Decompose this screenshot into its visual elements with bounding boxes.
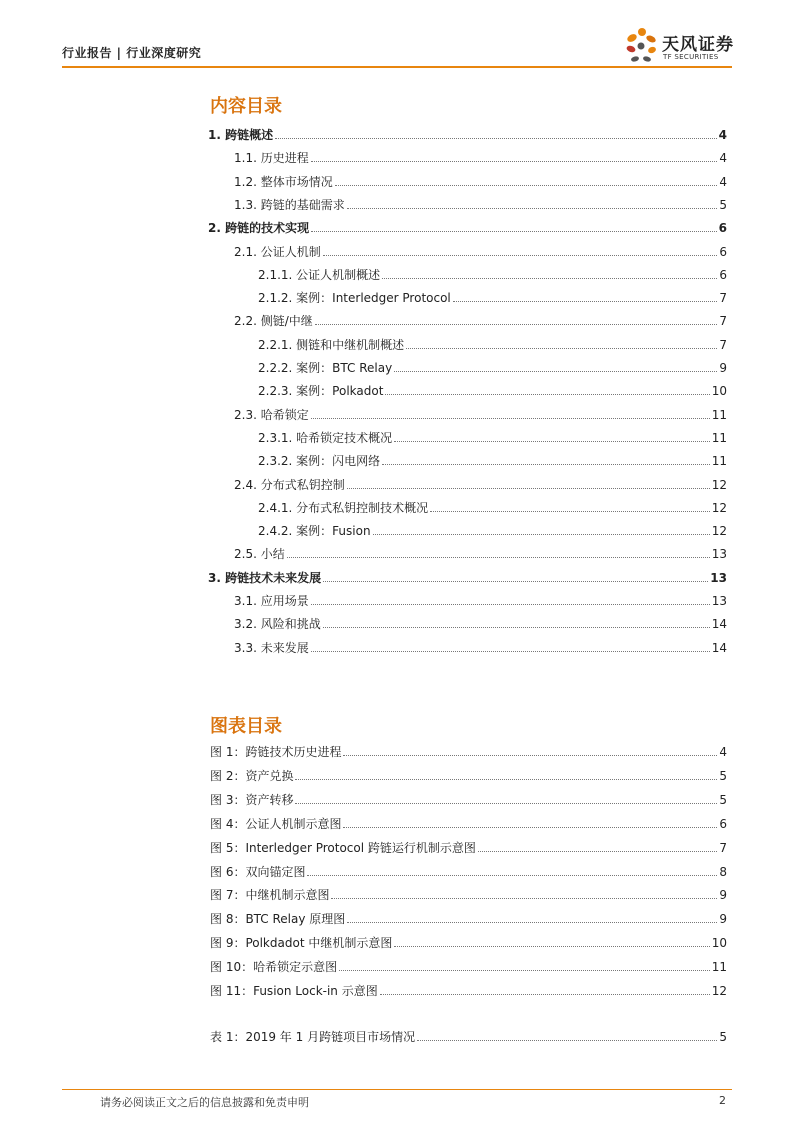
dot-leader — [453, 301, 717, 302]
toc-entry-page: 7 — [719, 337, 727, 352]
dot-leader — [406, 348, 717, 349]
toc-entry-label: 2.4. 分布式私钥控制 — [234, 477, 345, 492]
toc-entry[interactable] — [258, 495, 727, 515]
dot-leader — [295, 803, 717, 804]
footer-divider — [62, 1089, 732, 1090]
dot-leader — [417, 1040, 717, 1041]
toc-entry-page: 12 — [711, 500, 727, 515]
logo-subtitle: TF SECURITIES — [663, 53, 719, 61]
toc-entry[interactable] — [208, 565, 727, 585]
toc-entry[interactable] — [234, 611, 727, 631]
toc-entry-page: 13 — [710, 570, 727, 585]
figure-entry[interactable] — [210, 978, 727, 998]
figure-entry[interactable] — [210, 787, 727, 807]
dot-leader — [394, 946, 709, 947]
figure-entry[interactable] — [210, 835, 727, 855]
toc-entry-page: 10 — [711, 384, 727, 399]
toc-entry-page: 7 — [719, 291, 727, 306]
dot-leader — [311, 651, 710, 652]
figures-title: 图表目录 — [210, 716, 282, 737]
toc-entry-label: 2.1.1. 公证人机制概述 — [258, 267, 381, 282]
toc-entry[interactable] — [208, 215, 727, 235]
dot-leader — [335, 185, 717, 186]
figure-entry-label: 图 9：Polkdadot 中继机制示意图 — [210, 936, 393, 951]
toc-entry-label: 2.4.2. 案例：Fusion — [258, 524, 371, 539]
toc-entry[interactable] — [258, 425, 727, 445]
figure-entry[interactable] — [210, 859, 727, 879]
toc-entry-label: 1. 跨链概述 — [208, 128, 274, 142]
toc-entry-page: 7 — [719, 314, 727, 329]
page-number: 2 — [719, 1094, 726, 1107]
toc-entry-label: 2. 跨链的技术实现 — [208, 221, 310, 236]
toc-entry-label: 2.4.1. 分布式私钥控制技术概况 — [258, 500, 429, 515]
figure-entry-label: 图 11：Fusion Lock-in 示意图 — [210, 984, 378, 998]
toc-entry-label: 3.2. 风险和挑战 — [234, 617, 321, 632]
toc-entry-page: 13 — [711, 547, 727, 562]
toc-title: 内容目录 — [210, 96, 282, 117]
dot-leader — [380, 994, 710, 995]
figure-entry[interactable] — [210, 811, 727, 831]
toc-entry-label: 2.5. 小结 — [234, 547, 285, 562]
figure-entry-page: 6 — [719, 816, 727, 831]
company-logo — [622, 24, 734, 66]
toc-entry-page: 6 — [718, 221, 727, 236]
toc-entry-page: 11 — [711, 454, 727, 469]
dot-leader — [347, 208, 717, 209]
toc-entry-page: 11 — [711, 430, 727, 445]
flower-logo-icon — [622, 24, 662, 66]
toc-entry[interactable] — [234, 169, 727, 189]
header-category: 行业报告 | 行业深度研究 — [62, 46, 202, 60]
toc-entry-page: 5 — [719, 197, 727, 212]
toc-entry-label: 3.3. 未来发展 — [234, 640, 309, 655]
figure-entry-page: 9 — [719, 912, 727, 927]
toc-entry-label: 2.1.2. 案例：Interledger Protocol — [258, 291, 451, 306]
toc-entry-page: 6 — [719, 244, 727, 259]
toc-entry[interactable] — [258, 518, 727, 538]
dot-leader — [478, 851, 717, 852]
dot-leader — [275, 138, 717, 139]
dot-leader — [311, 604, 710, 605]
toc-entry[interactable] — [234, 541, 727, 561]
dot-leader — [343, 755, 717, 756]
toc-entry-page: 4 — [719, 174, 727, 189]
figure-entry-page: 8 — [719, 864, 727, 879]
figure-entry[interactable] — [210, 906, 727, 926]
dot-leader — [315, 324, 717, 325]
dot-leader — [307, 875, 717, 876]
toc-entry-label: 1.1. 历史进程 — [234, 151, 309, 166]
toc-entry-label: 2.3.2. 案例：闪电网络 — [258, 454, 381, 469]
figure-entry-page: 7 — [719, 840, 727, 855]
toc-entry-label: 2.2.2. 案例：BTC Relay — [258, 361, 393, 375]
toc-entry-page: 6 — [719, 267, 727, 282]
toc-entry[interactable] — [234, 588, 727, 608]
figure-entry-page: 5 — [719, 792, 727, 807]
toc-entry-label: 2.3. 哈希锁定 — [234, 407, 309, 422]
toc-entry[interactable] — [234, 145, 727, 165]
figure-entry-page: 12 — [711, 984, 727, 998]
dot-leader — [331, 898, 717, 899]
toc-entry-label: 2.3.1. 哈希锁定技术概况 — [258, 430, 393, 445]
footer-disclaimer: 请务必阅读正文之后的信息披露和免责申明 — [100, 1096, 309, 1109]
dot-leader — [323, 255, 717, 256]
figure-entry-label: 图 10：哈希锁定示意图 — [210, 960, 338, 975]
toc-entry-page: 13 — [711, 594, 727, 608]
figure-entry-label: 图 6：双向锚定图 — [210, 864, 306, 879]
figure-entry-label: 图 7：中继机制示意图 — [210, 888, 330, 903]
header-divider — [62, 66, 732, 68]
dot-leader — [430, 511, 710, 512]
dot-leader — [385, 394, 709, 395]
table-entry-page: 5 — [719, 1030, 727, 1044]
table-entry[interactable] — [210, 1024, 727, 1044]
toc-entry[interactable] — [258, 262, 727, 282]
figure-entry[interactable] — [210, 763, 727, 783]
dot-leader — [382, 278, 717, 279]
toc-entry[interactable] — [234, 192, 727, 212]
dot-leader — [323, 581, 708, 582]
toc-entry[interactable] — [258, 285, 727, 305]
dot-leader — [295, 779, 717, 780]
dot-leader — [311, 418, 710, 419]
toc-entry-page: 9 — [719, 361, 727, 375]
dot-leader — [343, 827, 717, 828]
toc-entry-label: 3.1. 应用场景 — [234, 594, 309, 608]
dot-leader — [323, 627, 710, 628]
toc-entry-label: 3. 跨链技术未来发展 — [208, 570, 322, 585]
toc-entry[interactable] — [258, 448, 727, 468]
toc-entry-label: 2.2.3. 案例：Polkadot — [258, 384, 384, 399]
dot-leader — [382, 464, 710, 465]
toc-entry[interactable] — [234, 635, 727, 655]
figure-entry[interactable] — [210, 739, 727, 759]
figure-entry-label: 图 3：资产转移 — [210, 792, 294, 807]
toc-entry-label: 1.3. 跨链的基础需求 — [234, 197, 345, 212]
figure-entry-page: 5 — [719, 768, 727, 783]
dot-leader — [373, 534, 710, 535]
figure-entry-page: 11 — [711, 960, 727, 975]
toc-entry-label: 2.2.1. 侧链和中继机制概述 — [258, 337, 405, 352]
dot-leader — [347, 922, 717, 923]
toc-entry-label: 1.2. 整体市场情况 — [234, 174, 333, 189]
toc-entry[interactable] — [258, 332, 727, 352]
toc-entry[interactable] — [234, 472, 727, 492]
toc-entry-page: 14 — [711, 617, 727, 632]
figure-entry-page: 4 — [719, 745, 727, 759]
figure-entry-page: 9 — [719, 888, 727, 903]
toc-entry-page: 14 — [711, 640, 727, 655]
dot-leader — [394, 441, 710, 442]
figure-entry-label: 图 1：跨链技术历史进程 — [210, 745, 342, 759]
toc-entry-page: 4 — [719, 151, 727, 166]
figure-entry-label: 图 4：公证人机制示意图 — [210, 816, 342, 831]
toc-entry-page: 12 — [711, 477, 727, 492]
figure-entry-label: 图 8：BTC Relay 原理图 — [210, 912, 346, 927]
toc-entry-label: 2.2. 侧链/中继 — [234, 314, 313, 329]
toc-entry-label: 2.1. 公证人机制 — [234, 244, 321, 259]
figure-entry-label: 图 2：资产兑换 — [210, 768, 294, 783]
logo-name: 天风证券 — [662, 35, 734, 55]
figure-entry[interactable] — [210, 930, 727, 950]
dot-leader — [311, 161, 717, 162]
toc-entry[interactable] — [258, 355, 727, 375]
toc-entry[interactable] — [234, 402, 727, 422]
toc-entry[interactable] — [234, 308, 727, 328]
dot-leader — [347, 488, 710, 489]
figure-entry-page: 10 — [711, 936, 727, 951]
toc-entry[interactable] — [208, 122, 727, 142]
figure-entry[interactable] — [210, 882, 727, 902]
dot-leader — [311, 231, 717, 232]
toc-entry-page: 11 — [711, 407, 727, 422]
toc-entry[interactable] — [234, 239, 727, 259]
figure-entry[interactable] — [210, 954, 727, 974]
table-entry-label: 表 1：2019 年 1 月跨链项目市场情况 — [210, 1030, 416, 1044]
dot-leader — [394, 371, 717, 372]
dot-leader — [287, 557, 710, 558]
toc-entry-page: 4 — [718, 128, 727, 142]
figure-entry-label: 图 5：Interledger Protocol 跨链运行机制示意图 — [210, 840, 476, 855]
dot-leader — [339, 970, 710, 971]
toc-entry-page: 12 — [711, 524, 727, 539]
toc-entry[interactable] — [258, 378, 727, 398]
